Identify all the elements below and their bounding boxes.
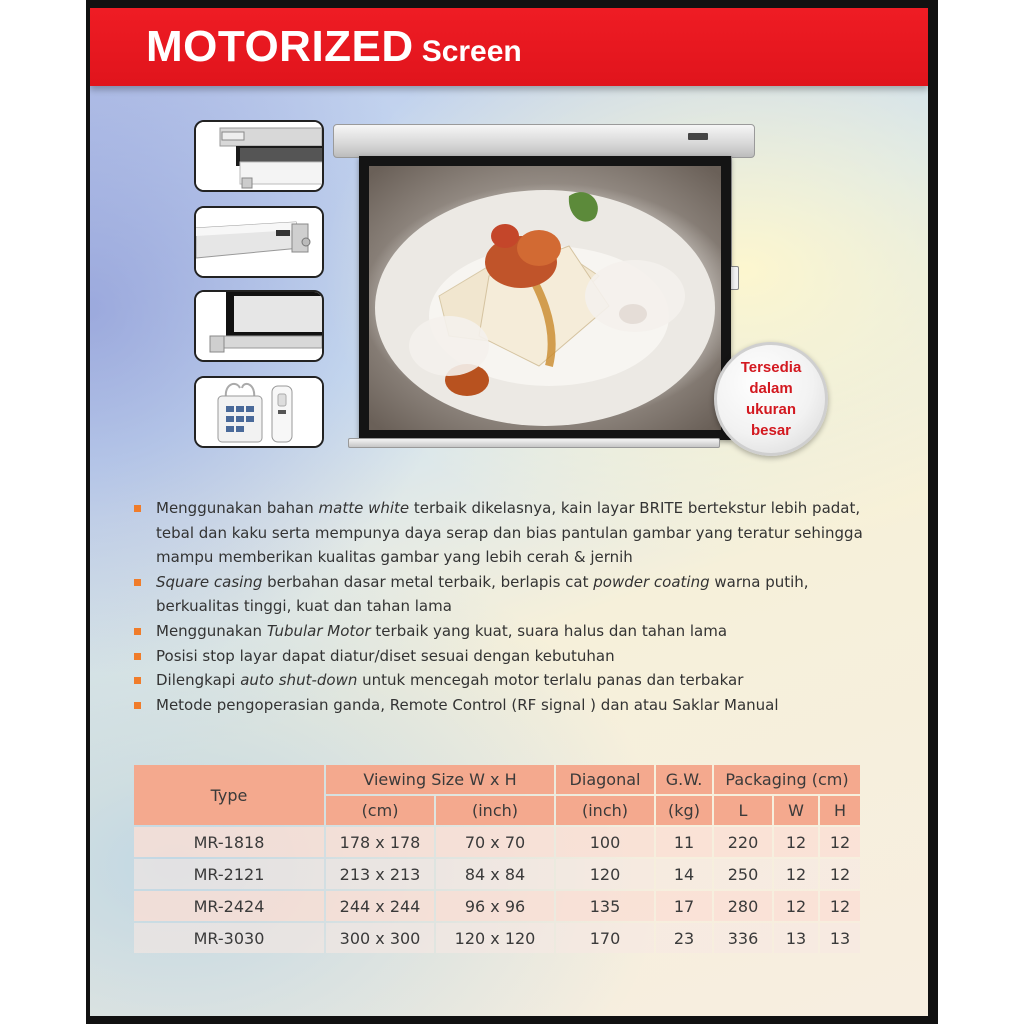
header-bar — [90, 8, 928, 86]
subheader-cm: (cm) — [326, 796, 434, 825]
cell-w: 12 — [774, 827, 818, 857]
table-row — [134, 859, 860, 889]
cell-l: 336 — [714, 923, 772, 953]
badge-line-4: besar — [750, 422, 792, 439]
subheader-diagonal-inch: (inch) — [556, 796, 654, 825]
header-packaging: Packaging (cm) — [714, 765, 860, 794]
brand-plate — [688, 133, 708, 140]
title-sub: Screen — [421, 35, 522, 68]
cell-l: 280 — [714, 891, 772, 921]
cell-size-inch: 70 x 70 — [436, 827, 554, 857]
cell-gw: 23 — [656, 923, 712, 953]
cell-size-cm: 244 x 244 — [326, 891, 434, 921]
page-title — [146, 22, 522, 72]
cell-w: 12 — [774, 891, 818, 921]
cell-diagonal: 120 — [556, 859, 654, 889]
title-main: MOTORIZED — [146, 22, 414, 71]
screen-case-closeup-image — [194, 120, 324, 192]
cell-h: 13 — [820, 923, 860, 953]
cell-size-inch: 84 x 84 — [436, 859, 554, 889]
subheader-w: W — [774, 796, 818, 825]
cell-type: MR-3030 — [134, 923, 324, 953]
subheader-inch: (inch) — [436, 796, 554, 825]
screen-corner-image — [194, 290, 324, 362]
food-photo-image — [369, 166, 721, 430]
cell-type: MR-1818 — [134, 827, 324, 857]
feature-item: Menggunakan Tubular Motor terbaik yang kuat, suara halus dan tahan lama — [130, 619, 890, 644]
subheader-l: L — [714, 796, 772, 825]
feature-item: Posisi stop layar dapat diatur/diset sesuai dengan kebutuhan — [130, 644, 890, 669]
subheader-h: H — [820, 796, 860, 825]
subheader-kg: (kg) — [656, 796, 712, 825]
cell-size-cm: 213 x 213 — [326, 859, 434, 889]
cell-gw: 11 — [656, 827, 712, 857]
feature-item: Menggunakan bahan matte white terbaik dikelasnya, kain layar BRITE bertekstur lebih padat, tebal dan kaku serta mempunya daya serap dan bias pantulan gambar yang teratur sehingga mampu memberikan kualitas gambar yang lebih cerah & jernih — [130, 496, 890, 570]
cell-h: 12 — [820, 891, 860, 921]
screen-housing — [333, 124, 755, 158]
screen-bottom-bar — [348, 438, 720, 448]
cell-gw: 17 — [656, 891, 712, 921]
size-badge — [714, 342, 828, 456]
cell-w: 13 — [774, 923, 818, 953]
cell-diagonal: 100 — [556, 827, 654, 857]
feature-item: Square casing berbahan dasar metal terbaik, berlapis cat powder coating warna putih, berkualitas tinggi, kuat dan tahan lama — [130, 570, 890, 619]
cell-type: MR-2424 — [134, 891, 324, 921]
cell-h: 12 — [820, 859, 860, 889]
cell-type: MR-2121 — [134, 859, 324, 889]
cell-h: 12 — [820, 827, 860, 857]
cell-w: 12 — [774, 859, 818, 889]
casing-endcap-image — [194, 206, 324, 278]
cell-l: 250 — [714, 859, 772, 889]
table-row — [134, 891, 860, 921]
badge-line-3: ukuran — [745, 401, 796, 418]
badge-line-1: Tersedia — [740, 359, 802, 376]
cell-l: 220 — [714, 827, 772, 857]
cell-size-inch: 96 x 96 — [436, 891, 554, 921]
header-type: Type — [134, 765, 324, 825]
brochure-page — [90, 8, 928, 1016]
table-row — [134, 827, 860, 857]
spec-table — [132, 763, 862, 955]
cell-size-cm: 300 x 300 — [326, 923, 434, 953]
header-diagonal: Diagonal — [556, 765, 654, 794]
feature-item: Dilengkapi auto shut-down untuk mencegah motor terlalu panas dan terbakar — [130, 668, 890, 693]
badge-line-2: dalam — [749, 380, 793, 397]
feature-list — [130, 496, 890, 717]
cell-diagonal: 135 — [556, 891, 654, 921]
cell-size-cm: 178 x 178 — [326, 827, 434, 857]
cell-gw: 14 — [656, 859, 712, 889]
remote-and-switch-image — [194, 376, 324, 448]
projection-screen — [359, 156, 731, 440]
feature-item: Metode pengoperasian ganda, Remote Control (RF signal ) dan atau Saklar Manual — [130, 693, 890, 718]
header-gw: G.W. — [656, 765, 712, 794]
cell-diagonal: 170 — [556, 923, 654, 953]
header-viewing-size: Viewing Size W x H — [326, 765, 554, 794]
table-row — [134, 923, 860, 953]
cell-size-inch: 120 x 120 — [436, 923, 554, 953]
